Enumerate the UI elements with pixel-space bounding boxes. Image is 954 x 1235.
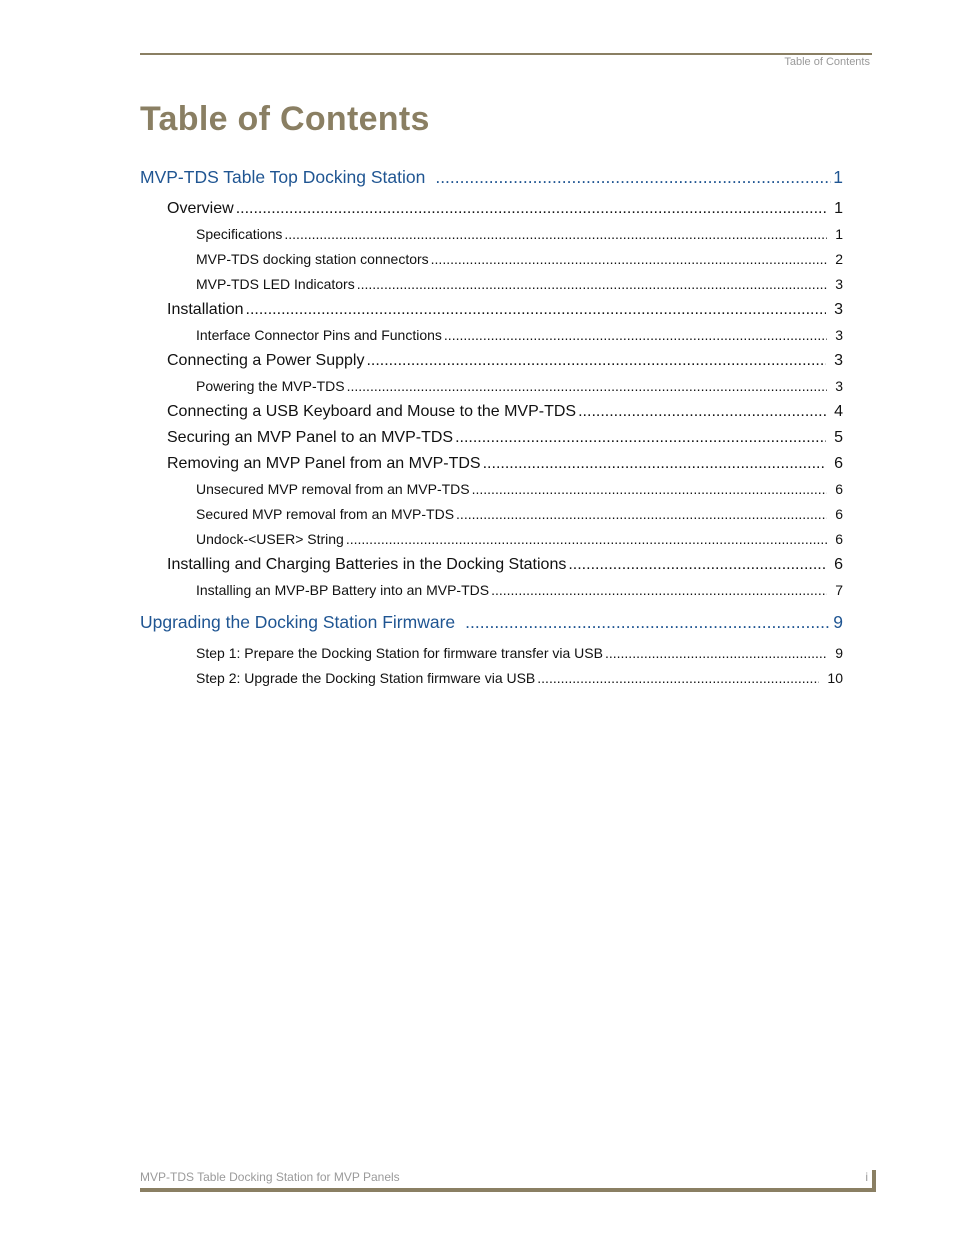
toc-entry-power-supply[interactable]: Connecting a Power Supply ..... 3 [140,348,843,374]
toc-entry-overview[interactable]: Overview ..... 1 [140,196,843,222]
header-rule [140,53,872,55]
page-title: Table of Contents [140,100,430,138]
toc-entry-upgrading-firmware[interactable]: Upgrading the Docking Station Firmware ..... 9 [140,609,843,635]
footer-rule [140,1188,876,1192]
toc-entry-installation[interactable]: Installation ..... 3 [140,297,843,323]
toc-entry-interface-pins[interactable]: Interface Connector Pins and Functions ..... 3 [140,323,843,348]
toc-entry-securing[interactable]: Securing an MVP Panel to an MVP-TDS ..... 5 [140,425,843,451]
toc-entry-step2[interactable]: Step 2: Upgrade the Docking Station firmware via USB ..... 10 [140,666,843,691]
toc-entry-removing[interactable]: Removing an MVP Panel from an MVP-TDS ..... 6 [140,451,843,477]
toc-entry-step1[interactable]: Step 1: Prepare the Docking Station for firmware transfer via USB ..... 9 [140,641,843,666]
toc-entry-connectors[interactable]: MVP-TDS docking station connectors ..... 2 [140,247,843,272]
toc-entry-led-indicators[interactable]: MVP-TDS LED Indicators ..... 3 [140,272,843,297]
toc-entry-specifications[interactable]: Specifications ..... 1 [140,222,843,247]
toc-entry-mvp-tds-table-top[interactable]: MVP-TDS Table Top Docking Station ..... 1 [140,164,843,190]
running-header: Table of Contents [784,56,870,68]
toc-entry-usb-keyboard[interactable]: Connecting a USB Keyboard and Mouse to the MVP-TDS ..... 4 [140,399,843,425]
toc-entry-unsecured-removal[interactable]: Unsecured MVP removal from an MVP-TDS ..... 6 [140,477,843,502]
footer-page-number: i [865,1170,868,1184]
toc-entry-batteries[interactable]: Installing and Charging Batteries in the Docking Stations ..... 6 [140,552,843,578]
toc-list [140,164,843,691]
toc-entry-powering[interactable]: Powering the MVP-TDS ..... 3 [140,374,843,399]
toc-entry-undock-string[interactable]: Undock-<USER> String ..... 6 [140,527,843,552]
toc-entry-secured-removal[interactable]: Secured MVP removal from an MVP-TDS ..... 6 [140,502,843,527]
toc-entry-battery-install[interactable]: Installing an MVP-BP Battery into an MVP-TDS ..... 7 [140,578,843,603]
footer-doc-title: MVP-TDS Table Docking Station for MVP Panels [140,1170,400,1184]
